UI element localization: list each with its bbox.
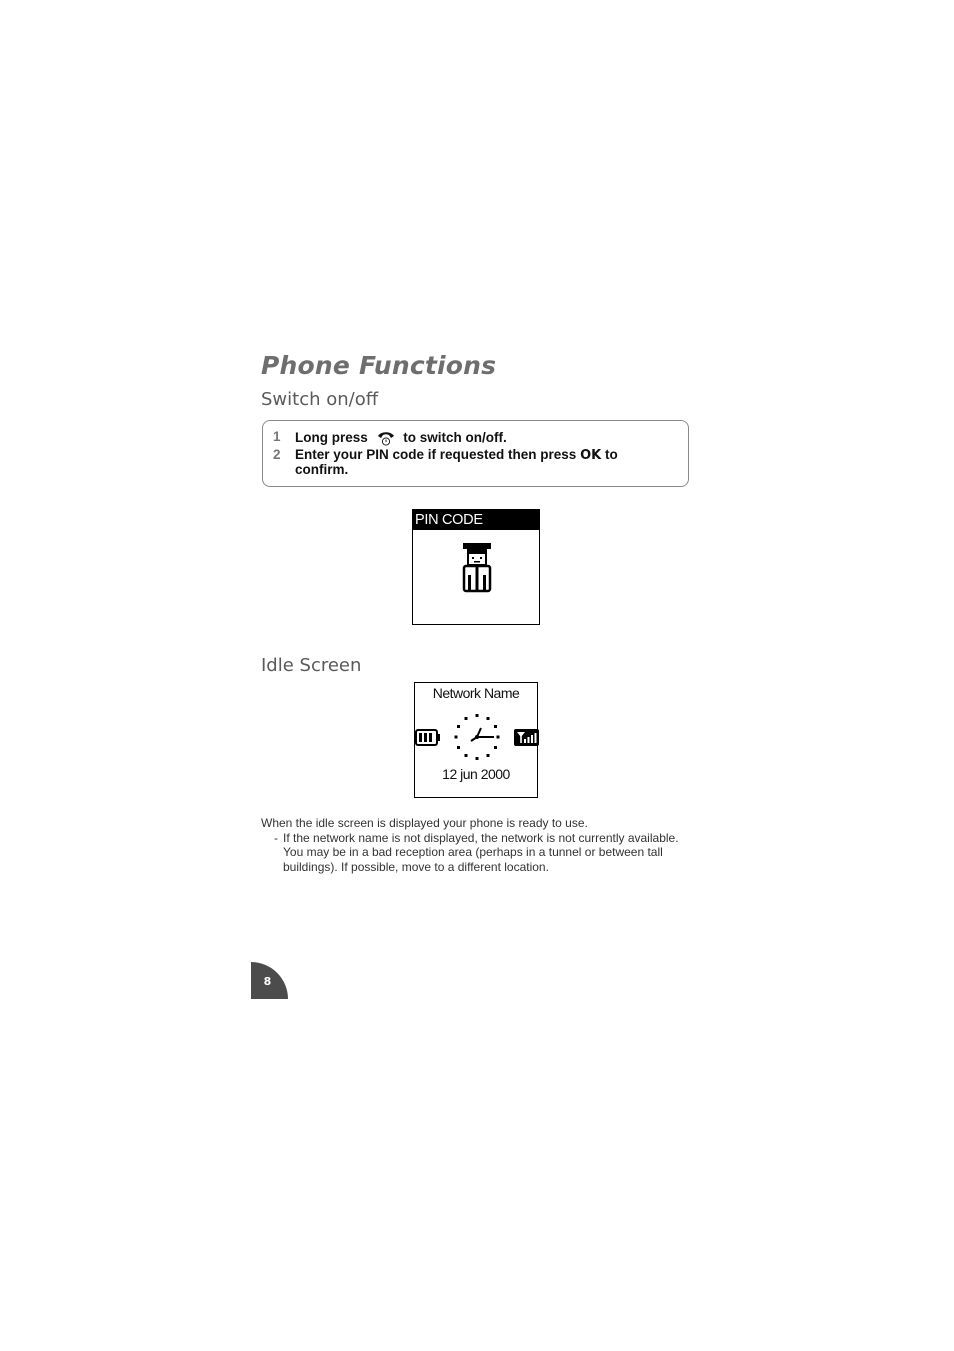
page-title: Phone Functions — [261, 351, 497, 380]
list-item — [261, 831, 691, 875]
ok-key-label: OK — [580, 448, 602, 463]
step-text-before: Enter your PIN code if requested then press — [295, 447, 577, 462]
step-text-before: Long press — [295, 430, 368, 445]
page-number-tab — [251, 962, 288, 999]
step-text-after: to — [604, 447, 618, 462]
bullet-dash: - — [274, 830, 278, 845]
step-number: 1 — [273, 429, 281, 444]
switch-section-heading: Switch on/off — [261, 389, 379, 410]
intro-paragraph: When the idle screen is displayed your phone is ready to use. — [261, 816, 588, 830]
bullet-text: If the network name is not displayed, the network is not currently available. You may be in a bad reception area (perhaps in a tunnel or between tall buildings). If possible, move to a different location. — [283, 830, 679, 874]
pin-code-screen — [412, 509, 540, 625]
step-text-after: to switch on/off. — [403, 430, 507, 445]
idle-section-heading: Idle Screen — [261, 655, 362, 676]
end-call-power-key-icon — [376, 430, 396, 446]
guard-icon — [461, 543, 493, 593]
page-number: 8 — [263, 975, 272, 988]
idle-screen — [414, 682, 538, 798]
pin-screen-header: PIN CODE — [413, 510, 539, 530]
step-number: 2 — [273, 447, 281, 462]
body-text — [261, 816, 691, 874]
step-text — [295, 448, 618, 477]
signal-icon — [514, 729, 539, 746]
clock-icon — [453, 713, 501, 761]
steps-box — [262, 420, 689, 487]
battery-icon — [415, 729, 441, 746]
network-name: Network Name — [432, 685, 520, 701]
step-text-continued: confirm. — [295, 462, 349, 477]
step-text — [295, 430, 507, 446]
idle-date: 12 jun 2000 — [442, 766, 510, 782]
